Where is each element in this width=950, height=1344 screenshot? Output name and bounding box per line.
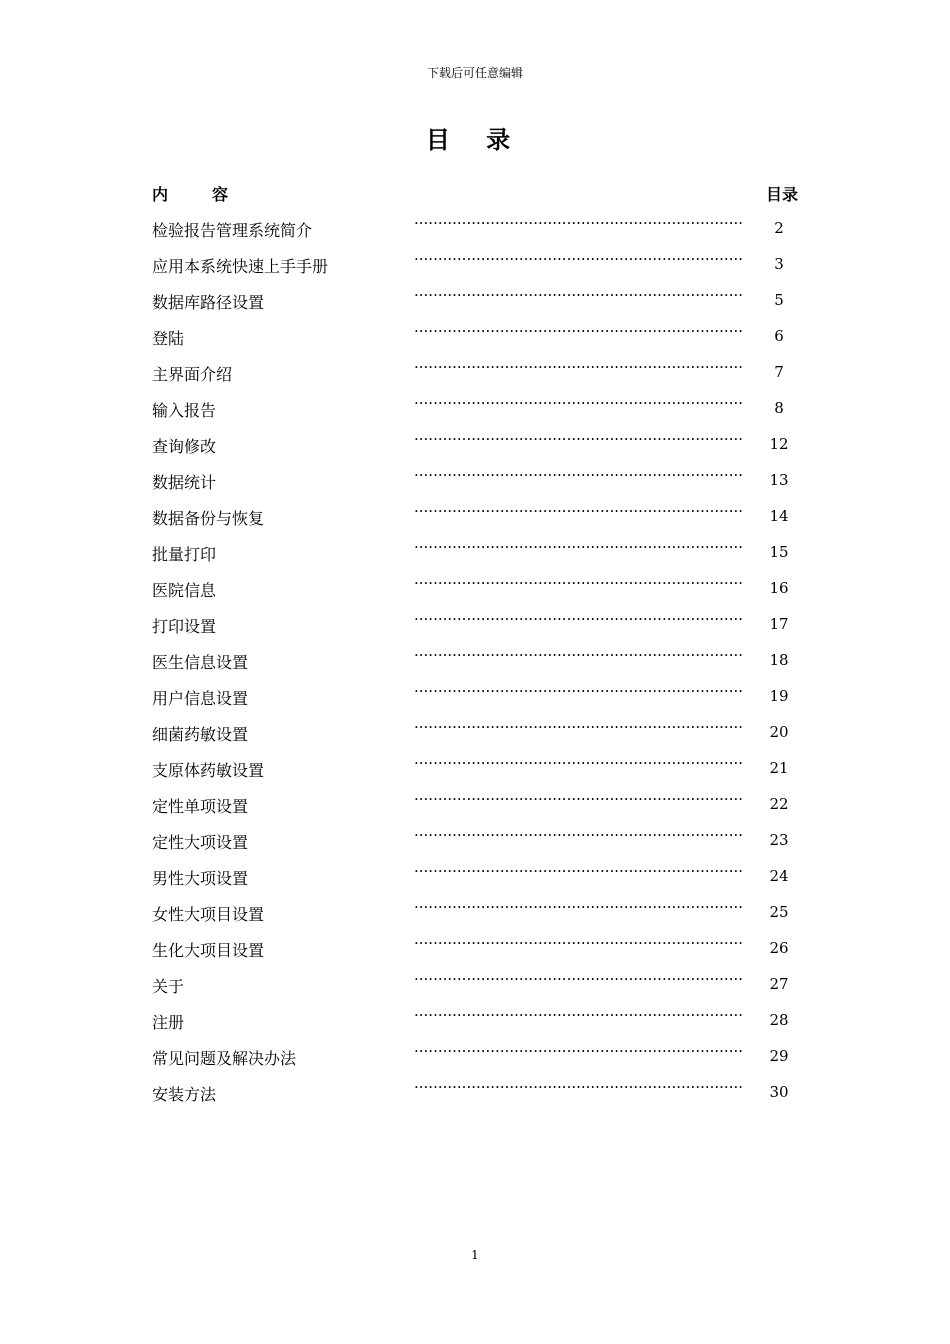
toc-leader-dots: ·····································································: [414, 250, 743, 268]
toc-entry-page: 27: [769, 975, 789, 993]
toc-entry-page: 8: [774, 399, 784, 417]
page-number: 1: [471, 1248, 479, 1262]
toc-entry[interactable]: [152, 498, 798, 534]
toc-leader-dots: ·····································································: [414, 754, 743, 772]
toc-leader-dots: ·····································································: [414, 610, 743, 628]
toc-entry-label: 登陆: [152, 329, 185, 348]
toc-entry-page: 21: [769, 759, 789, 777]
toc-entry-page: 18: [769, 651, 789, 669]
toc-entry[interactable]: [152, 354, 798, 390]
toc-entry-page: 12: [769, 435, 789, 453]
toc-entry-page: 25: [769, 903, 789, 921]
toc-leader-dots: ·····································································: [414, 1042, 743, 1060]
toc-entry-label: 用户信息设置: [152, 689, 249, 708]
page-header: 下载后可任意编辑: [426, 66, 523, 80]
toc-leader-dots: ·····································································: [414, 502, 743, 520]
toc-entry[interactable]: [152, 426, 798, 462]
toc-leader-dots: ·····································································: [414, 934, 743, 952]
toc-entry-label: 查询修改: [152, 437, 217, 456]
toc-entry-page: 23: [769, 831, 789, 849]
toc-entry[interactable]: [152, 534, 798, 570]
toc-leader-dots: ·····································································: [414, 646, 743, 664]
content-column-label: 内容: [152, 185, 273, 204]
toc-entry-label: 细菌药敏设置: [152, 725, 249, 744]
toc-entry-page: 26: [769, 939, 789, 957]
toc-entry-label: 安装方法: [152, 1085, 217, 1104]
toc-entry-label: 关于: [152, 977, 185, 996]
toc-entry[interactable]: [152, 1074, 798, 1110]
toc-entry-label: 女性大项目设置: [152, 905, 265, 924]
toc-entry[interactable]: [152, 462, 798, 498]
toc-entry-page: 13: [769, 471, 789, 489]
toc-entry[interactable]: [152, 930, 798, 966]
toc-entry[interactable]: [152, 570, 798, 606]
toc-entry-page: 30: [769, 1083, 789, 1101]
toc-entry-label: 批量打印: [152, 545, 217, 564]
toc-entry[interactable]: [152, 1002, 798, 1038]
toc-entry[interactable]: [152, 282, 798, 318]
toc-entry-label: 数据备份与恢复: [152, 509, 265, 528]
toc-leader-dots: ·····································································: [414, 286, 743, 304]
toc-entry-page: 5: [774, 291, 784, 309]
toc-leader-dots: ·····································································: [414, 574, 743, 592]
toc-entry-page: 17: [769, 615, 789, 633]
toc-entry[interactable]: [152, 858, 798, 894]
toc-leader-dots: ·····································································: [414, 322, 743, 340]
toc-entry-page: 28: [769, 1011, 789, 1029]
toc-entry[interactable]: [152, 210, 798, 246]
toc-leader-dots: ·····································································: [414, 538, 743, 556]
toc-entry[interactable]: [152, 714, 798, 750]
toc-entry[interactable]: [152, 678, 798, 714]
toc-entry-label: 数据库路径设置: [152, 293, 265, 312]
toc-entry-label: 定性大项设置: [152, 833, 249, 852]
toc-leader-dots: ·····································································: [414, 682, 743, 700]
toc-leader-dots: ·····································································: [414, 430, 743, 448]
toc-entry-page: 16: [769, 579, 789, 597]
toc-leader-dots: ·····································································: [414, 466, 743, 484]
toc-leader-dots: ·····································································: [414, 1078, 743, 1096]
toc-leader-dots: ·····································································: [414, 1006, 743, 1024]
toc-entry-label: 常见问题及解决办法: [152, 1049, 297, 1068]
toc-entry[interactable]: [152, 822, 798, 858]
toc-leader-dots: ·····································································: [414, 826, 743, 844]
toc-entry[interactable]: [152, 318, 798, 354]
toc-entry[interactable]: [152, 894, 798, 930]
toc-entry-page: 3: [774, 255, 784, 273]
toc-entry-label: 定性单项设置: [152, 797, 249, 816]
toc-entry-label: 应用本系统快速上手手册: [152, 257, 329, 276]
toc-entry-label: 男性大项设置: [152, 869, 249, 888]
toc-entry-page: 19: [769, 687, 789, 705]
toc-entry[interactable]: [152, 750, 798, 786]
toc-entry-label: 检验报告管理系统简介: [152, 221, 313, 240]
toc-entry[interactable]: [152, 642, 798, 678]
toc-leader-dots: ·····································································: [414, 718, 743, 736]
toc-entry-label: 注册: [152, 1013, 185, 1032]
toc-entry-page: 6: [774, 327, 784, 345]
toc-leader-dots: ·····································································: [414, 394, 743, 412]
toc-leader-dots: ·····································································: [414, 790, 743, 808]
toc-leader-dots: ·····································································: [414, 970, 743, 988]
toc-entry-label: 输入报告: [152, 401, 217, 420]
toc-entry-label: 生化大项目设置: [152, 941, 265, 960]
toc-leader-dots: ·····································································: [414, 862, 743, 880]
toc-leader-dots: ·····································································: [414, 898, 743, 916]
toc-entry-label: 医院信息: [152, 581, 217, 600]
toc-entry-page: 14: [769, 507, 789, 525]
toc-entry-label: 支原体药敏设置: [152, 761, 265, 780]
toc-entry-label: 打印设置: [152, 617, 217, 636]
toc-entry-page: 22: [769, 795, 789, 813]
toc-entry[interactable]: [152, 1038, 798, 1074]
toc-leader-dots: ·····································································: [414, 358, 743, 376]
toc-entry[interactable]: [152, 966, 798, 1002]
toc-leader-dots: ·····································································: [414, 214, 743, 232]
toc-entry[interactable]: [152, 606, 798, 642]
toc-column-header: [152, 182, 798, 204]
toc-entry-page: 20: [769, 723, 789, 741]
page-title: 目 录: [425, 125, 525, 154]
toc-entry-page: 2: [774, 219, 784, 237]
toc-entry-page: 24: [769, 867, 789, 885]
toc-entry[interactable]: [152, 246, 798, 282]
toc-entry-page: 7: [774, 363, 784, 381]
toc-entry-label: 主界面介绍: [152, 365, 233, 384]
toc-entry[interactable]: [152, 390, 798, 426]
toc-entry-label: 医生信息设置: [152, 653, 249, 672]
toc-entry-page: 15: [769, 543, 789, 561]
page-column-label: 目录: [765, 185, 798, 204]
toc-entry[interactable]: [152, 786, 798, 822]
toc-entry-page: 29: [769, 1047, 789, 1065]
table-of-contents: [152, 210, 798, 1110]
toc-entry-label: 数据统计: [152, 473, 217, 492]
